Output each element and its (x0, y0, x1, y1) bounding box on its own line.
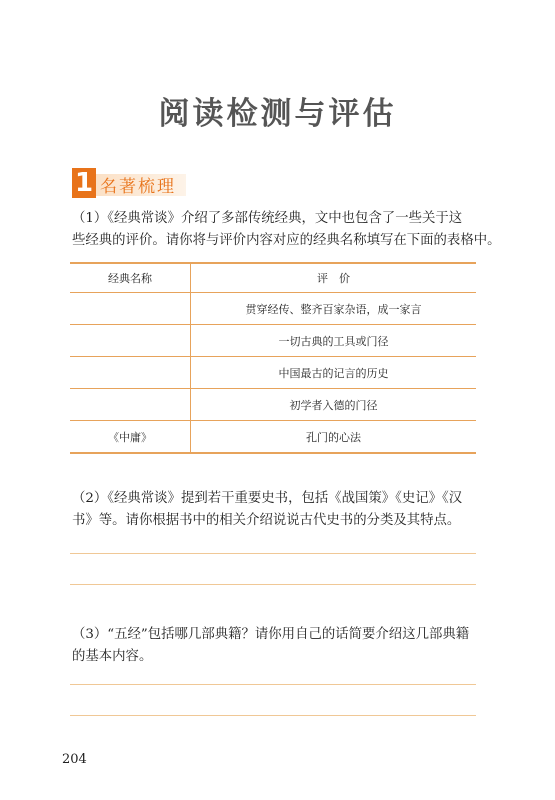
table-row (70, 357, 476, 389)
question-3-text (72, 624, 484, 668)
section-number-badge: 1 (72, 168, 96, 198)
classic-name-cell[interactable] (70, 357, 191, 389)
evaluation-cell: 贯穿经传、整齐百家杂语，成一家言 (191, 293, 477, 325)
classic-name-cell[interactable] (70, 325, 191, 357)
answer-line[interactable] (70, 584, 476, 585)
classic-name-cell: 《中庸》 (70, 421, 191, 454)
table-row (70, 421, 476, 454)
question-2-text (72, 488, 484, 532)
page-number: 204 (62, 752, 87, 767)
question-3-line: （3）“五经”包括哪几部典籍？请你用自己的话简要介绍这几部典籍 (72, 627, 470, 642)
question-1-text (72, 208, 501, 252)
classic-name-cell[interactable] (70, 389, 191, 421)
question-3-line: 的基本内容。 (72, 649, 153, 664)
section-label: 名著梳理 (100, 177, 176, 197)
table-row (70, 293, 476, 325)
column-header-name: 经典名称 (70, 263, 191, 293)
section-heading (72, 168, 202, 198)
evaluation-cell: 初学者入德的门径 (191, 389, 477, 421)
question-1-line: （1）《经典常谈》介绍了多部传统经典，文中也包含了一些关于这 (72, 211, 463, 226)
column-header-evaluation: 评 价 (191, 263, 477, 293)
table-row (70, 389, 476, 421)
evaluation-cell: 孔门的心法 (191, 421, 477, 454)
question-2-line: （2）《经典常谈》提到若干重要史书，包括《战国策》《史记》《汉 (72, 491, 463, 506)
page-title: 阅读检测与评估 (158, 96, 397, 132)
evaluation-cell: 中国最古的记言的历史 (191, 357, 477, 389)
classics-table (70, 262, 476, 454)
answer-line[interactable] (70, 715, 476, 716)
answer-line[interactable] (70, 553, 476, 554)
evaluation-cell: 一切古典的工具或门径 (191, 325, 477, 357)
table-header-row (70, 263, 476, 293)
answer-line[interactable] (70, 684, 476, 685)
table-row (70, 325, 476, 357)
question-1-line: 些经典的评价。请你将与评价内容对应的经典名称填写在下面的表格中。 (72, 233, 501, 248)
classic-name-cell[interactable] (70, 293, 191, 325)
question-2-line: 书》等。请你根据书中的相关介绍说说古代史书的分类及其特点。 (72, 513, 461, 528)
